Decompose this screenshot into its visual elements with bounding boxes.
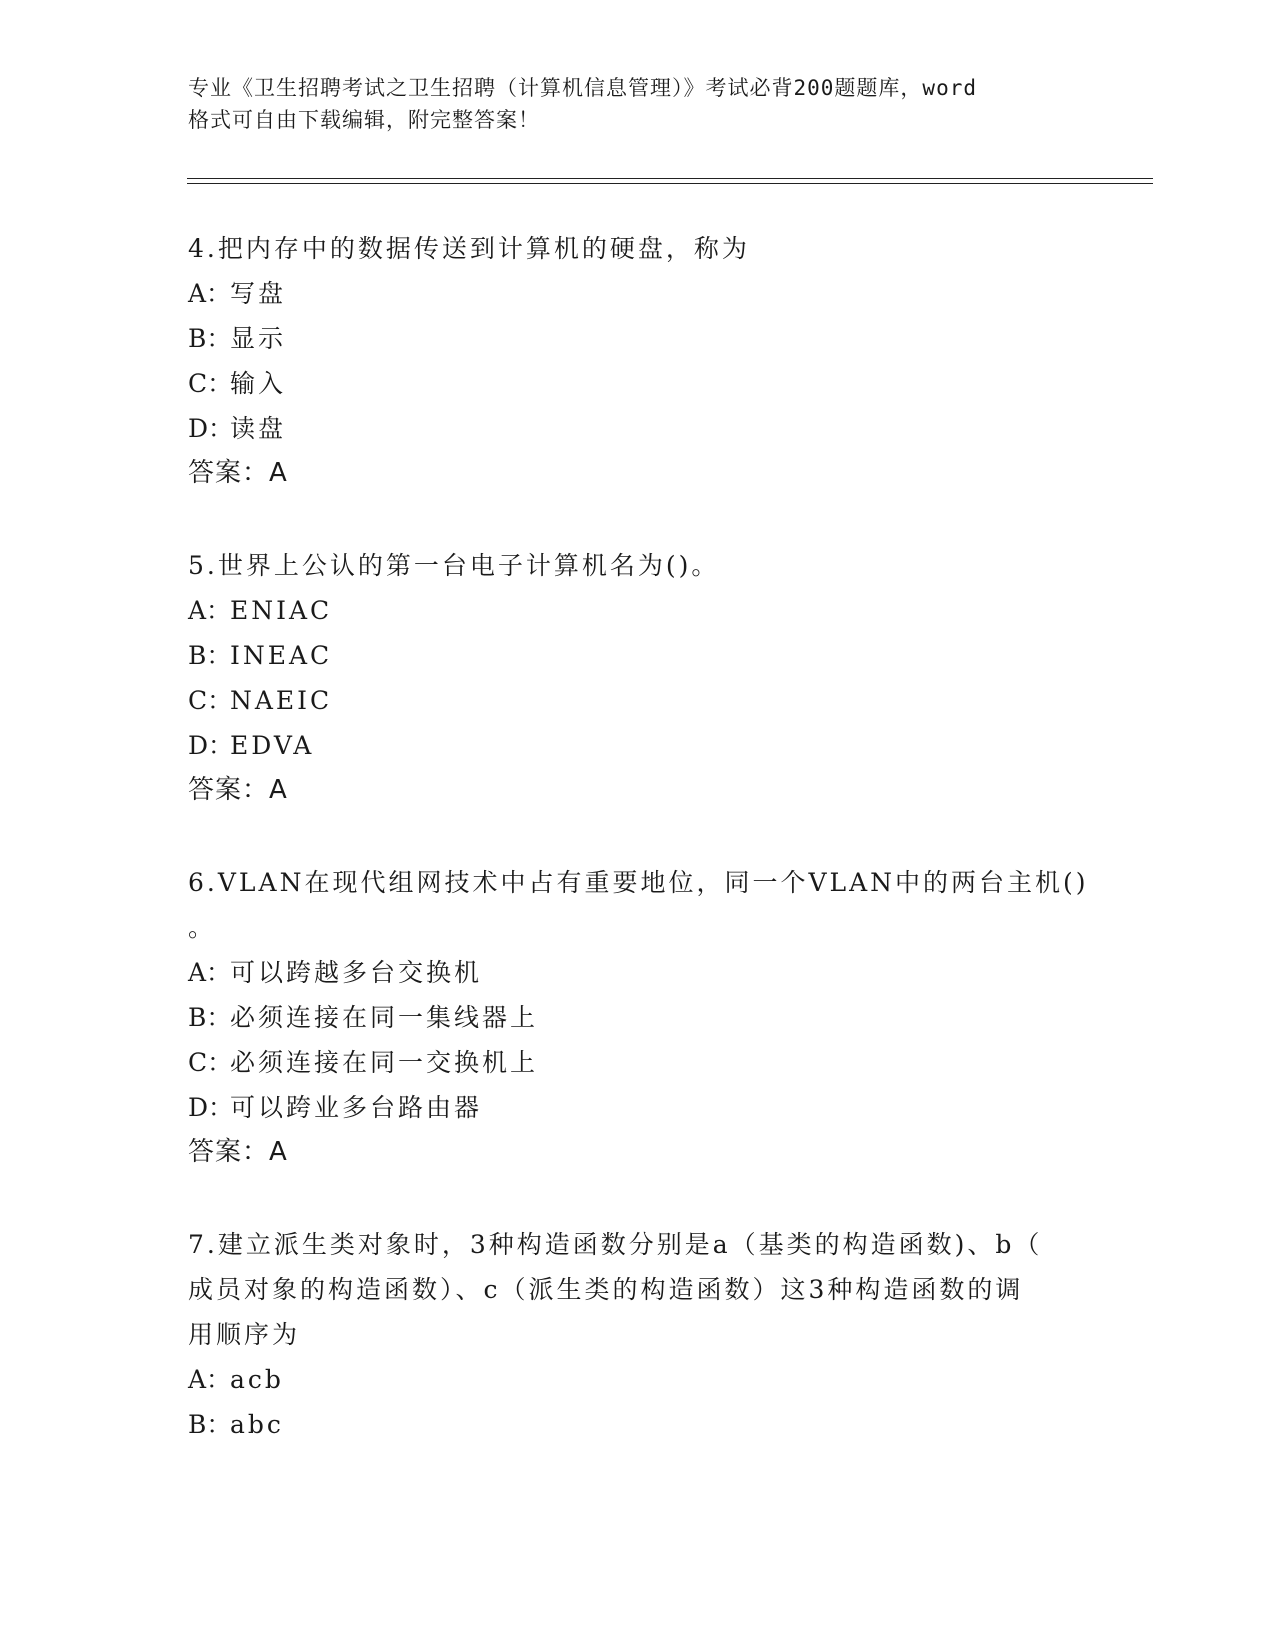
option-letter: A： — [188, 596, 232, 625]
option-text: 必须连接在同一交换机上 — [230, 1048, 539, 1077]
question-stem-line: 4.把内存中的数据传送到计算机的硬盘，称为 — [188, 234, 750, 263]
option-letter: B： — [188, 324, 232, 353]
question-5 — [188, 543, 1088, 813]
header-divider-bottom — [187, 183, 1153, 184]
document-header — [188, 72, 1088, 136]
option-letter: B： — [188, 641, 232, 670]
option-letter: A： — [188, 1365, 232, 1394]
option-text: NAEIC — [230, 686, 333, 715]
option-letter: C： — [188, 1048, 233, 1077]
option-b — [188, 316, 1088, 361]
option-b — [188, 633, 1088, 678]
option-c — [188, 361, 1088, 406]
option-text: INEAC — [230, 641, 333, 670]
question-6 — [188, 860, 1088, 1175]
option-a — [188, 950, 1088, 995]
option-text: abc — [230, 1410, 284, 1439]
question-stem-line: 7.建立派生类对象时，3种构造函数分别是a（基类的构造函数)、b（ — [188, 1230, 1043, 1259]
question-stem — [188, 543, 1088, 588]
answer-line: 答案：A — [188, 458, 288, 488]
question-stem — [188, 226, 1088, 271]
question-4 — [188, 226, 1088, 496]
question-stem-line: 6.VLAN在现代组网技术中占有重要地位，同一个VLAN中的两台主机() — [188, 868, 1089, 897]
answer-line: 答案：A — [188, 775, 288, 805]
option-text: acb — [230, 1365, 284, 1394]
option-text: 读盘 — [230, 414, 287, 443]
option-letter: D： — [188, 414, 234, 443]
option-a — [188, 588, 1088, 633]
question-stem-line: 成员对象的构造函数）、c（派生类的构造函数）这3种构造函数的调 — [188, 1275, 1024, 1304]
option-text: EDVA — [230, 731, 315, 760]
question-stem-line: 。 — [188, 913, 217, 942]
option-b — [188, 1402, 1088, 1447]
option-text: ENIAC — [230, 596, 333, 625]
option-a — [188, 1357, 1088, 1402]
option-text: 输入 — [230, 369, 287, 398]
option-a — [188, 271, 1088, 316]
option-d — [188, 406, 1088, 451]
option-letter: B： — [188, 1003, 232, 1032]
option-d — [188, 723, 1088, 768]
option-letter: D： — [188, 1093, 234, 1122]
option-text: 显示 — [230, 324, 287, 353]
option-letter: D： — [188, 731, 234, 760]
header-line-1: 专业《卫生招聘考试之卫生招聘（计算机信息管理）》考试必背200题题库，word — [188, 76, 977, 100]
option-d — [188, 1085, 1088, 1130]
option-letter: C： — [188, 686, 233, 715]
option-c — [188, 1040, 1088, 1085]
header-line-2: 格式可自由下载编辑，附完整答案！ — [188, 108, 540, 132]
option-text: 必须连接在同一集线器上 — [230, 1003, 539, 1032]
option-letter: A： — [188, 958, 232, 987]
question-7 — [188, 1222, 1088, 1447]
header-divider-top — [187, 178, 1153, 179]
option-text: 写盘 — [230, 279, 287, 308]
answer-line: 答案：A — [188, 1137, 288, 1167]
option-letter: A： — [188, 279, 232, 308]
question-stem-line: 用顺序为 — [188, 1320, 301, 1349]
option-c — [188, 678, 1088, 723]
question-stem — [188, 1222, 1088, 1357]
question-stem-line: 5.世界上公认的第一台电子计算机名为()。 — [188, 551, 720, 580]
option-letter: C： — [188, 369, 233, 398]
question-stem — [188, 860, 1088, 950]
option-b — [188, 995, 1088, 1040]
option-letter: B： — [188, 1410, 232, 1439]
option-text: 可以跨业多台路由器 — [230, 1093, 483, 1122]
option-text: 可以跨越多台交换机 — [230, 958, 483, 987]
